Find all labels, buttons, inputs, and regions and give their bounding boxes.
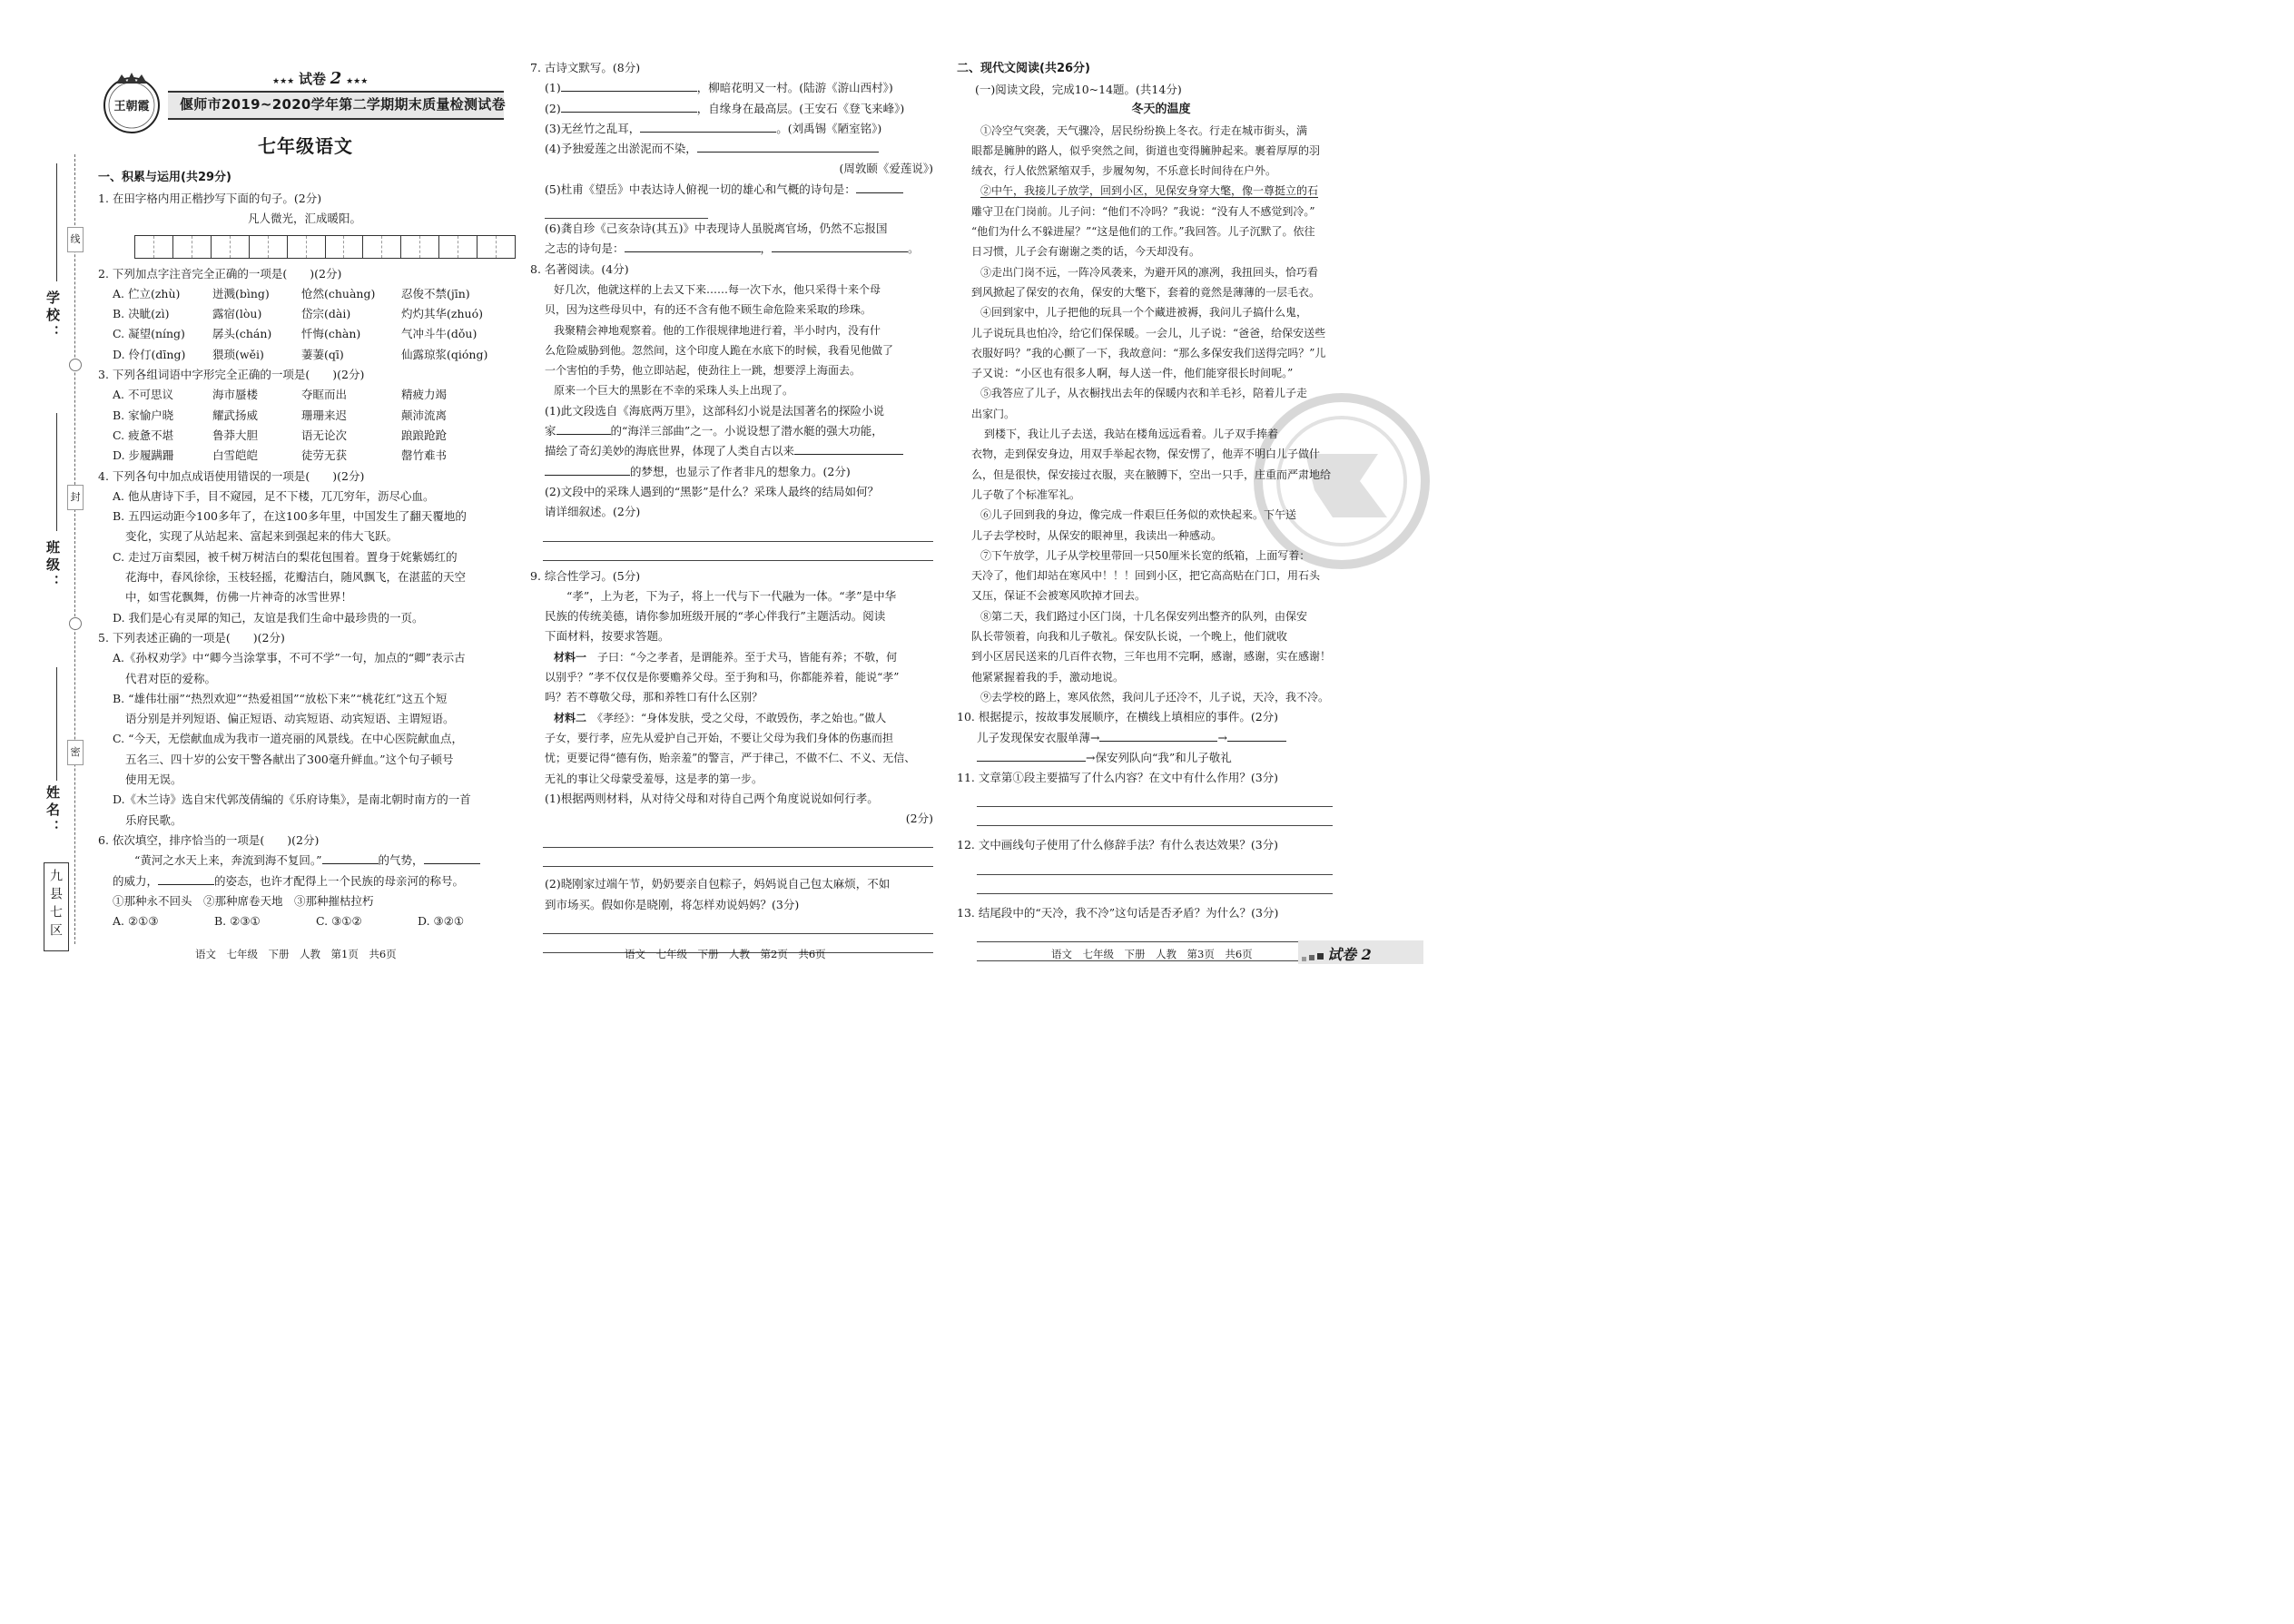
q6-quote: “黄河之水天上来，奔流到海不复回。”	[134, 853, 322, 868]
tianzige-grid[interactable]	[134, 235, 516, 259]
q9-material-1: 吗？若不尊敬父母，那和养牲口有什么区别？	[545, 691, 763, 704]
passage-line: 儿子说玩具也怕冷，给它们保保暖。一会儿，儿子说：“爸爸，给保安送些	[971, 326, 1326, 340]
q3-b-2: 耀武扬威	[212, 408, 259, 422]
q10-text: 儿子发现保安衣服单薄→	[977, 730, 1100, 744]
circle-mark-2	[69, 617, 82, 630]
q10-flow-2	[957, 748, 1365, 768]
q6-stem: 6. 依次填空，排序恰当的一项是( )(2分)	[98, 832, 320, 847]
q8-sub-2: (2)文段中的采珠人遇到的“黑影”是什么？采珠人最终的结局如何？	[545, 484, 879, 498]
q7-item-6: (6)龚自珍《己亥杂诗(其五)》中表现诗人虽脱离官场，仍然不忘报国	[545, 221, 888, 236]
q4-option-a[interactable]: A. 他从唐诗下手，目不窥园，足不下楼，兀兀穷年，沥尽心血。	[113, 488, 435, 503]
material-1-label: 材料一	[554, 650, 587, 664]
q6-option-b[interactable]: B. ②③①	[214, 914, 261, 929]
q5-option-c-cont: 使用无误。	[125, 773, 182, 787]
xian-marker: 线	[67, 227, 84, 252]
exam-title: 偃师市2019~2020学年第二学期期末质量检测试卷	[180, 96, 506, 113]
stars-left: ★★★	[272, 77, 295, 86]
q7-text: (4)予独爱莲之出淤泥而不染，	[545, 142, 697, 156]
q2-c-1: C. 凝望(níng)	[113, 327, 185, 341]
q7-blank-4[interactable]	[697, 139, 879, 153]
q6-line-1	[98, 851, 511, 871]
q10-blank-2[interactable]	[1227, 728, 1286, 742]
passage-line: 日习惯，儿子会有谢谢之类的话，今天却没有。	[971, 245, 1201, 259]
passage-line: 出家门。	[971, 407, 1016, 420]
q5-option-a[interactable]: A.《孙权劝学》中“卿今当涂掌事，不可不学”一句，加点的“卿”表示古	[113, 651, 466, 665]
q9-intro: “孝”，上为老，下为子，将上一代与下一代融为一体。“孝”是中华	[566, 588, 897, 603]
margin-dashed-line	[74, 154, 75, 944]
q9-sub-1-score: (2分)	[905, 812, 933, 826]
q3-c-2: 鲁莽大胆	[212, 428, 259, 442]
footer-page-1: 语文 七年级 下册 人教 第1页 共6页	[195, 948, 397, 960]
q5-option-b-cont: 语分别是并列短语、偏正短语、动宾短语、动宾短语、主谓短语。	[125, 712, 455, 726]
section-1-title: 一、积累与运用(共29分)	[98, 171, 231, 184]
q3-option-row[interactable]	[98, 446, 511, 466]
q11-answer-line[interactable]	[977, 788, 1333, 807]
q2-b-3: 岱宗(dài)	[301, 307, 351, 321]
mi-marker: 密	[67, 740, 84, 765]
q8-passage: 么危险威胁到他。忽然间，这个印度人跪在水底下的时候，我看见他做了	[545, 343, 894, 357]
q5-option-c-cont: 五名三、四十岁的公安干警各献出了300毫升鲜血。”这个句子顿号	[125, 752, 454, 766]
passage-line: 到小区居民送来的几百件衣物，三年也用不完啊，感谢，感谢，实在感谢！	[971, 650, 1332, 664]
q6-text: 的威力，	[113, 873, 159, 888]
q9-material-2: 子女，要行孝，应先从爱护自己开始，不要让父母为我们身体的伤惠而担	[545, 731, 894, 744]
q8-passage: 我聚精会神地观察着。他的工作很规律地进行着，半小时内，没有什	[554, 323, 881, 337]
q3-option-row[interactable]	[98, 426, 511, 446]
class-blank[interactable]	[56, 413, 57, 531]
q8-blank-1[interactable]	[556, 421, 611, 435]
q4-option-d[interactable]: D. 我们是心有灵犀的知己，友谊是我们生命中最珍贵的一页。	[113, 610, 424, 625]
q3-c-3: 语无论次	[301, 428, 348, 442]
feng-marker: 封	[67, 485, 84, 510]
q11-answer-line[interactable]	[977, 807, 1333, 826]
passage-line: 天冷了，他们却站在寒风中！！！回到小区，把它高高贴在门口，用石头	[971, 569, 1321, 583]
q4-option-b-cont: 变化，实现了从站起来、富起来到强起来的伟大飞跃。	[125, 529, 399, 544]
juan-number: 2	[330, 69, 342, 88]
school-blank[interactable]	[56, 163, 57, 281]
q2-b-4: 灼灼其华(zhuó)	[401, 307, 483, 321]
q7-text: (3)无丝竹之乱耳，	[545, 121, 641, 135]
q2-b-1: B. 决眦(zì)	[113, 307, 170, 321]
q7-text: (5)杜甫《望岳》中表达诗人俯视一切的雄心和气概的诗句是：	[545, 182, 856, 196]
q8-passage: 好几次，他就这样的上去又下来……每一次下水，他只采得十来个母	[554, 282, 881, 296]
q3-c-4: 踉踉跄跄	[401, 428, 448, 442]
q8-sub-2-cont: 请详细叙述。(2分)	[545, 505, 641, 519]
q13-answer-line[interactable]	[977, 923, 1333, 942]
q7-answer-line-5[interactable]	[545, 200, 708, 219]
q3-option-row[interactable]	[98, 385, 511, 405]
q5-option-d[interactable]: D.《木兰诗》选自宋代郭茂倩编的《乐府诗集》，是南北朝时南方的一首	[113, 792, 471, 807]
q10-stem: 10. 根据提示，按故事发展顺序，在横线上填相应的事件。(2分)	[957, 710, 1279, 724]
footer-juan-tag: 试卷 2	[1327, 946, 1372, 963]
q4-option-b[interactable]: B. 五四运动距今100多年了，在这100多年里，中国发生了翻天覆地的	[113, 509, 467, 524]
q8-text: 的梦想，也显示了作者非凡的想象力。(2分)	[630, 464, 851, 478]
q6-option-a[interactable]: A. ②①③	[113, 914, 159, 929]
stars-right: ★★★	[346, 77, 369, 86]
q8-sub-1-cont	[530, 441, 939, 461]
q8-sub-1-cont	[530, 421, 939, 441]
q3-a-4: 精疲力竭	[401, 388, 448, 402]
q2-d-2: 猥琐(wěi)	[212, 347, 264, 361]
q7-item-5	[530, 180, 939, 200]
q6-text: 的气势，	[378, 853, 424, 868]
q8-passage: 原来一个巨大的黑影在不幸的采珠人头上出现了。	[554, 384, 794, 398]
passage-line: 么，但是很快，保安接过衣服，夹在腋膊下，空出一只手，庄重而严肃地给	[971, 468, 1332, 481]
section-2-title: 二、现代文阅读(共26分)	[957, 62, 1090, 75]
q3-c-1: C. 疲惫不堪	[113, 428, 174, 442]
q1-text: 凡人微光，汇成暖阳。	[248, 212, 362, 226]
q6-options	[98, 911, 511, 931]
q6-blank-3[interactable]	[158, 871, 214, 885]
q12-answer-line[interactable]	[977, 875, 1333, 894]
circle-mark-1	[69, 359, 82, 371]
q7-item-6-cont: 之志的诗句是： ， 。	[530, 239, 939, 259]
passage-line: ⑤我答应了儿子，从衣橱找出去年的保暖内衣和羊毛衫，陪着儿子走	[980, 387, 1308, 400]
q6-line-2	[98, 871, 511, 891]
q3-options	[98, 385, 511, 466]
material-2-label: 材料二	[554, 711, 587, 724]
q8-sub-1: (1)此文段选自《海底两万里》，这部科幻小说是法国著名的探险小说	[545, 403, 884, 418]
q2-d-1: D. 伶仃(dīng)	[113, 347, 186, 361]
q9-material-1: 以别乎？”孝不仅仅是你要赡养父母。至于狗和马，你都能养着，能说“孝”	[545, 671, 900, 684]
q8-passage: 一个害怕的手势，他立即站起，使劲往上一跳，想要浮上海面去。	[545, 364, 861, 378]
q2-option-row[interactable]	[98, 284, 511, 304]
passage-line: 绒衣，行人依然紧缩双手，步履匆匆，不乐意长时间待在户外。	[971, 164, 1277, 178]
q9-material-2: 无礼的事让父母蒙受羞辱，这是孝的第一步。	[545, 772, 763, 785]
q7-blank-6a[interactable]	[625, 239, 761, 252]
q2-a-2: 迸溅(bìng)	[212, 286, 270, 300]
q4-option-c-cont: 花海中，春风徐徐，玉枝轻摇，花瓣洁白，随风飘飞，在湛蓝的天空	[125, 570, 467, 585]
footer-page-3: 语文 七年级 下册 人教 第3页 共6页	[1051, 948, 1253, 960]
q9-answer-line[interactable]	[543, 829, 933, 848]
q2-stem: 2. 下列加点字注音完全正确的一项是( )(2分)	[98, 266, 342, 281]
q10-arrow: →	[1217, 730, 1227, 744]
q7-item-4	[530, 139, 939, 159]
q5-stem: 5. 下列表述正确的一项是( )(2分)	[98, 630, 285, 645]
passage-line: 衣服好吗？”我的心颤了一下，我故意问：“那么多保安我们送得完吗？”儿	[971, 346, 1326, 359]
passage-title: 冬天的温度	[1131, 103, 1191, 117]
passage-line: 衣物，走到保安身边，用双手举起衣物，保安愣了，他弄不明白儿子做什	[971, 448, 1321, 461]
passage-body	[957, 121, 1365, 708]
q9-material-1	[530, 647, 939, 667]
passage-line: ①冷空气突袭，天气骤冷，居民纷纷换上冬衣。行走在城市街头，满	[980, 123, 1308, 137]
page-1	[98, 167, 511, 931]
region-text: 九县七区	[48, 869, 63, 941]
q8-stem: 8. 名著阅读。(4分)	[530, 261, 629, 276]
subject-title: 七年级语文	[258, 135, 353, 157]
q2-c-2: 孱头(chán)	[212, 327, 272, 341]
q3-option-row[interactable]	[98, 406, 511, 426]
q3-d-3: 徒劳无获	[301, 448, 348, 463]
q8-text: 描绘了奇幻美妙的海底世界，体现了人类自古以来	[545, 444, 795, 458]
q3-d-1: D. 步履蹒跚	[113, 448, 174, 463]
q7-blank-2[interactable]	[561, 99, 697, 113]
q5-option-d-cont: 乐府民歌。	[125, 812, 182, 827]
q3-b-1: B. 家愉户晓	[113, 408, 174, 422]
q10-text: →保安列队向“我”和儿子敬礼	[1086, 750, 1232, 764]
q1-stem: 1. 在田字格内用正楷抄写下面的句子。(2分)	[98, 192, 322, 205]
q2-b-2: 露宿(lòu)	[212, 307, 262, 321]
passage-line: 到风掀起了保安的衣角，保安的大氅下，套着的竟然是薄薄的一层毛衣。	[971, 285, 1321, 299]
q3-a-1: A. 不可思议	[113, 388, 173, 402]
q9-sub-2: (2)晓刚家过端午节，奶奶要亲自包粽子，妈妈说自己包太麻烦，不如	[545, 877, 891, 891]
name-blank[interactable]	[56, 667, 57, 781]
q2-option-row[interactable]	[98, 304, 511, 324]
underlined-sentence: ②中午，我接儿子放学，回到小区，见保安身穿大氅，像一尊挺立的石	[980, 184, 1319, 198]
q5-option-b[interactable]: B. “雄伟壮丽”“热烈欢迎”“热爱祖国”“放松下来”“桃花红”这五个短	[113, 691, 448, 705]
q9-intro: 民族的传统美德，请你参加班级开展的“孝心伴我行”主题活动。阅读	[545, 609, 886, 624]
q9-answer-line[interactable]	[543, 848, 933, 867]
region-box	[44, 862, 69, 951]
logo	[100, 71, 163, 134]
q2-option-row[interactable]	[98, 345, 511, 365]
q9-material-2	[530, 708, 939, 728]
q2-a-4: 忍俊不禁(jīn)	[401, 286, 470, 300]
q8-passage: 贝，因为这些母贝中，有的还不含有他不顾生命危险来采取的珍珠。	[545, 303, 872, 317]
q6-option-d[interactable]: D. ③②①	[418, 914, 465, 929]
q2-d-3: 萋萋(qī)	[301, 347, 344, 361]
material-1-text: 子曰：“今之孝者，是谓能养。至于犬马，皆能有养；不敬，何	[597, 650, 898, 664]
name-label: 姓名：	[44, 785, 61, 837]
q3-a-3: 夺眶而出	[301, 388, 348, 402]
q5-option-a-cont: 代君对臣的爱称。	[125, 671, 217, 685]
q8-answer-line[interactable]	[543, 542, 933, 561]
passage-line: ④回到家中，儿子把他的玩具一个个藏进被褥，我问儿子搞什么鬼，	[980, 306, 1308, 320]
q9-material-2: 忧；更要记得“德有伤，贻亲羞”的警言，严于律己，不做不仁、不义、无信、	[545, 752, 916, 765]
q7-blank-1[interactable]	[561, 78, 697, 92]
q9-intro: 下面材料，按要求答题。	[545, 629, 670, 644]
passage-line: ③走出门岗不远，一阵冷风袭来，为避开风的凛冽，我扭回头，恰巧看	[980, 265, 1319, 279]
q7-blank-5[interactable]	[856, 180, 903, 193]
q7-item-1	[530, 78, 939, 98]
q7-blank-6b[interactable]	[772, 239, 908, 252]
q5-option-c[interactable]: C. “今天，无偿献血成为我市一道亮丽的风景线。在中心医院献血点，	[113, 732, 463, 746]
passage-line: 到楼下，我让儿子去送，我站在楼角远远看着。儿子双手捧着	[962, 428, 1279, 441]
q6-text: 的姿态，也许才配得上一个民族的母亲河的称号。	[214, 873, 465, 888]
passage-line: ⑦下午放学，儿子从学校里带回一只50厘米长宽的纸箱，上面写着：	[980, 548, 1311, 562]
q3-d-4: 罄竹难书	[401, 448, 448, 463]
q9-sub-2-cont: 到市场买。假如你是晓刚，将怎样劝说妈妈？(3分)	[545, 897, 800, 911]
q10-blank-1[interactable]	[1099, 728, 1217, 742]
logo-text: 王朝霞	[113, 100, 150, 113]
passage-line: 儿子去学校时，从保安的眼神里，我读出一种感动。	[971, 528, 1223, 542]
footer-squares-icon	[1302, 949, 1324, 966]
sub-section-title: (一)阅读文段，完成10~14题。(共14分)	[975, 83, 1182, 96]
q7-text: 。(刘禹锡《陋室铭》)	[776, 121, 882, 135]
q4-option-c[interactable]: C. 走过万亩梨园，被千树万树洁白的梨花包围着。置身于姹紫嫣红的	[113, 549, 458, 564]
q7-text: ，自缘身在最高层。(王安石《登飞来峰》)	[696, 101, 905, 115]
passage-line: 队长带领着，向我和儿子敬礼。保安队长说，一个晚上，他们就收	[971, 630, 1288, 644]
q7-source-4: (周敦颐《爱莲说》)	[839, 162, 933, 176]
q7-item-2	[530, 99, 939, 119]
q7-num: (2)	[545, 101, 561, 115]
q4-stem: 4. 下列各句中加点成语使用错误的一项是( )(2分)	[98, 468, 365, 483]
school-label: 学校：	[44, 290, 61, 342]
q7-text: 之志的诗句是：	[545, 241, 625, 256]
q9-stem: 9. 综合性学习。(5分)	[530, 568, 641, 583]
q13-stem: 13. 结尾段中的“天冷，我不冷”这句话是否矛盾？为什么？(3分)	[957, 905, 1279, 920]
q3-stem: 3. 下列各组词语中字形完全正确的一项是( )(2分)	[98, 368, 365, 382]
q9-sub-1: (1)根据两则材料，从对待父母和对待自己两个角度说说如何行孝。	[545, 791, 879, 805]
passage-line: ⑥儿子回到我的身边，像完成一件艰巨任务似的欢快起来。下午送	[980, 508, 1297, 522]
q6-choices: ①那种永不回头 ②那种席卷天地 ③那种摧枯拉朽	[113, 893, 374, 908]
passage-line: ⑧第二天，我们路过小区门岗，十几名保安列出整齐的队列，由保安	[980, 609, 1308, 623]
passage-line: 他紧紧握着我的手，激动地说。	[971, 670, 1125, 684]
q8-blank-2[interactable]	[794, 441, 903, 455]
q8-text: 家	[545, 424, 556, 438]
q7-num: (1)	[545, 81, 561, 95]
q2-c-4: 气冲斗牛(dǒu)	[401, 327, 478, 341]
q3-b-3: 珊珊来迟	[301, 408, 348, 422]
passage-line: 雕守卫在门岗前。儿子问：“他们不冷吗？”我说：“没有人不感觉到冷。”	[971, 204, 1315, 218]
q2-c-3: 忏悔(chàn)	[301, 327, 361, 341]
binding-margin	[0, 0, 91, 1007]
q9-answer-line[interactable]	[543, 915, 933, 934]
q10-blank-3[interactable]	[977, 748, 1086, 762]
q6-blank-1[interactable]	[322, 851, 379, 864]
juan-badge	[272, 69, 368, 88]
q8-sub-1-cont	[530, 462, 939, 482]
q11-stem: 11. 文章第①段主要描写了什么内容？在文中有什么作用？(3分)	[957, 771, 1279, 785]
passage-line: ⑨去学校的路上，寒风依然，我问儿子还冷不，儿子说，天冷，我不冷。	[980, 690, 1330, 704]
q7-text: ，柳暗花明又一村。(陆游《游山西村》)	[696, 81, 893, 95]
page-3	[957, 58, 1365, 961]
juan-label: 试卷	[299, 71, 327, 87]
class-label: 班级：	[44, 540, 61, 592]
q6-option-c[interactable]: C. ③①②	[316, 914, 362, 929]
q12-answer-line[interactable]	[977, 856, 1333, 875]
passage-line: 又压，保证不会被寒风吹掉才回去。	[971, 589, 1147, 603]
q8-blank-3[interactable]	[545, 462, 630, 476]
q3-b-4: 颠沛流离	[401, 408, 448, 422]
passage-line: 子又说：“小区也有很多人啊，每人送一件，他们能穿很长时间呢。”	[971, 367, 1294, 380]
q3-a-2: 海市蜃楼	[212, 388, 259, 402]
q3-d-2: 白雪皑皑	[212, 448, 259, 463]
q7-stem: 7. 古诗文默写。(8分)	[530, 61, 641, 74]
q7-blank-3[interactable]	[640, 119, 776, 133]
q2-a-1: A. 伫立(zhù)	[113, 286, 181, 300]
q2-options	[98, 284, 511, 365]
q7-item-3	[530, 119, 939, 139]
q4-option-c-cont: 中，如雪花飘舞，仿佛一片神奇的冰雪世界！	[125, 590, 353, 605]
passage-line: “他们为什么不躲进屋？”“这是他们的工作。”我回答。儿子沉默了。依往	[971, 225, 1315, 239]
q8-answer-line[interactable]	[543, 523, 933, 542]
passage-line: 儿子敬了个标准军礼。	[971, 487, 1081, 501]
passage-line: 眼都是臃肿的路人，似乎突然之间，街道也变得臃肿起来。裹着厚厚的羽	[971, 143, 1321, 157]
q2-option-row[interactable]	[98, 324, 511, 344]
q12-stem: 12. 文中画线句子使用了什么修辞手法？有什么表达效果？(3分)	[957, 838, 1279, 852]
material-2-text: 《孝经》：“身体发肤，受之父母，不敢毁伤，孝之始也。”做人	[597, 711, 887, 724]
q6-blank-2[interactable]	[424, 851, 480, 864]
q2-a-3: 怆然(chuàng)	[301, 286, 376, 300]
q8-text: 的“海洋三部曲”之一。小说设想了潜水艇的强大功能，	[610, 424, 883, 438]
q10-flow-1	[957, 728, 1365, 748]
page-2	[530, 58, 939, 953]
q2-d-4: 仙露琼浆(qióng)	[401, 347, 488, 361]
footer-page-2: 语文 七年级 下册 人教 第2页 共6页	[625, 948, 826, 960]
